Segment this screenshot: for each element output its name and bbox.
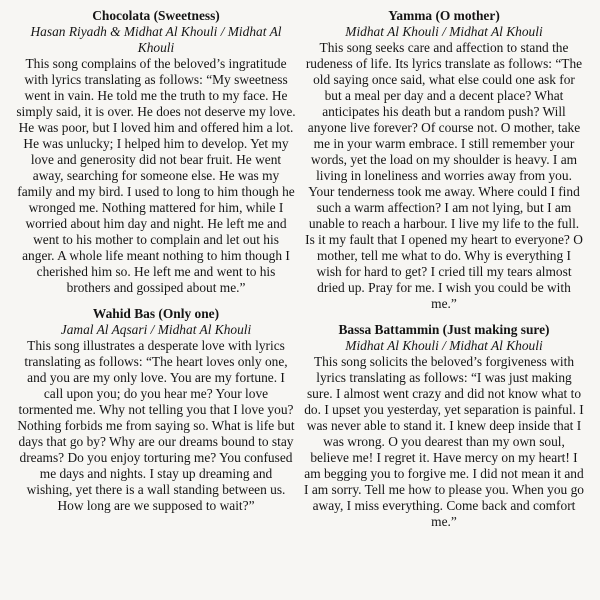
song-yamma xyxy=(304,8,584,312)
song-description: This song illustrates a desperate love with lyrics translating as follows: “The heart loves only one, and you are my only love. You are my fortune. I call upon you; do you hear me? Your love tormented me. Why not telling you that I love you? Nothing forbids me from saying so. What is life but days that go by? Why are our dreams bound to stay dreams? Do you enjoy torturing me? You confused me days and nights. I stay up dreaming and wishing, yet there is a wall standing between us. How long are we supposed to wait?” xyxy=(17,338,295,513)
song-description: This song complains of the beloved’s ingratitude with lyrics translating as follows: “My sweetness went in vain. He told me the truth to my face. He simply said, it is over. He does not deserve my love. He was poor, but I loved him and offered him a lot. He was unlucky; I helped him to develop. Yet my love and generosity did not bear fruit. He went away, searching for someone else. He was my family and my bird. I used to long to him though he wronged me. Nothing mattered for him, while I worried about him day and night. He left me and went to his mother to complain and let out his anger. A whole life meant nothing to him though I cherished him so. He left me and went to his brothers and gossiped about me.” xyxy=(16,56,296,295)
song-bassa-battammin xyxy=(304,322,584,530)
song-credits: Hasan Riyadh & Midhat Al Khouli / Midhat Al Khouli xyxy=(30,24,282,55)
song-credits: Jamal Al Aqsari / Midhat Al Khouli xyxy=(60,322,252,337)
song-title: Bassa Battammin (Just making sure) xyxy=(338,322,550,337)
left-column xyxy=(16,8,296,600)
song-wahid-bas xyxy=(16,306,296,514)
right-column xyxy=(304,8,584,600)
song-chocolata xyxy=(16,8,296,296)
song-description: This song seeks care and affection to stand the rudeness of life. Its lyrics translate as follows: “The old saying once said, what else could one ask for but a meal per day and a decent place? What anticipates his death but a random push? Will anyone live forever? Of course not. O mother, take me in your warm embrace. I still remember your words, yet the load on my shoulder is heavy. I am living in loneliness and worries away from you. Your tenderness took me away. Where could I find such a warm affection? I am not lying, but I am unable to reach a harbour. I live my life to the full. Is it my fault that I opened my heart to everyone? O mother, tell me what to do. Why is everything I wish for hard to get? I cried till my tears almost dried up. Pray for me. I wish you could be with me.” xyxy=(305,40,583,311)
song-title: Wahid Bas (Only one) xyxy=(92,306,220,321)
song-title: Yamma (O mother) xyxy=(388,8,500,23)
song-description: This song solicits the beloved’s forgiveness with lyrics translating as follows: “I was just making sure. I almost went crazy and did not know what to do. I upset you yesterday, yet separation is painful. I was never able to stand it. I knew deep inside that I was wrong. O you dearest than my own soul, believe me! I regret it. Have mercy on my heart! I am begging you to forgive me. I did not mean it and I am sorry. Tell me how to please you. When you go away, I miss everything. Come back and comfort me.” xyxy=(304,354,584,529)
song-credits: Midhat Al Khouli / Midhat Al Khouli xyxy=(345,24,543,39)
song-title: Chocolata (Sweetness) xyxy=(92,8,220,23)
song-credits: Midhat Al Khouli / Midhat Al Khouli xyxy=(345,338,543,353)
